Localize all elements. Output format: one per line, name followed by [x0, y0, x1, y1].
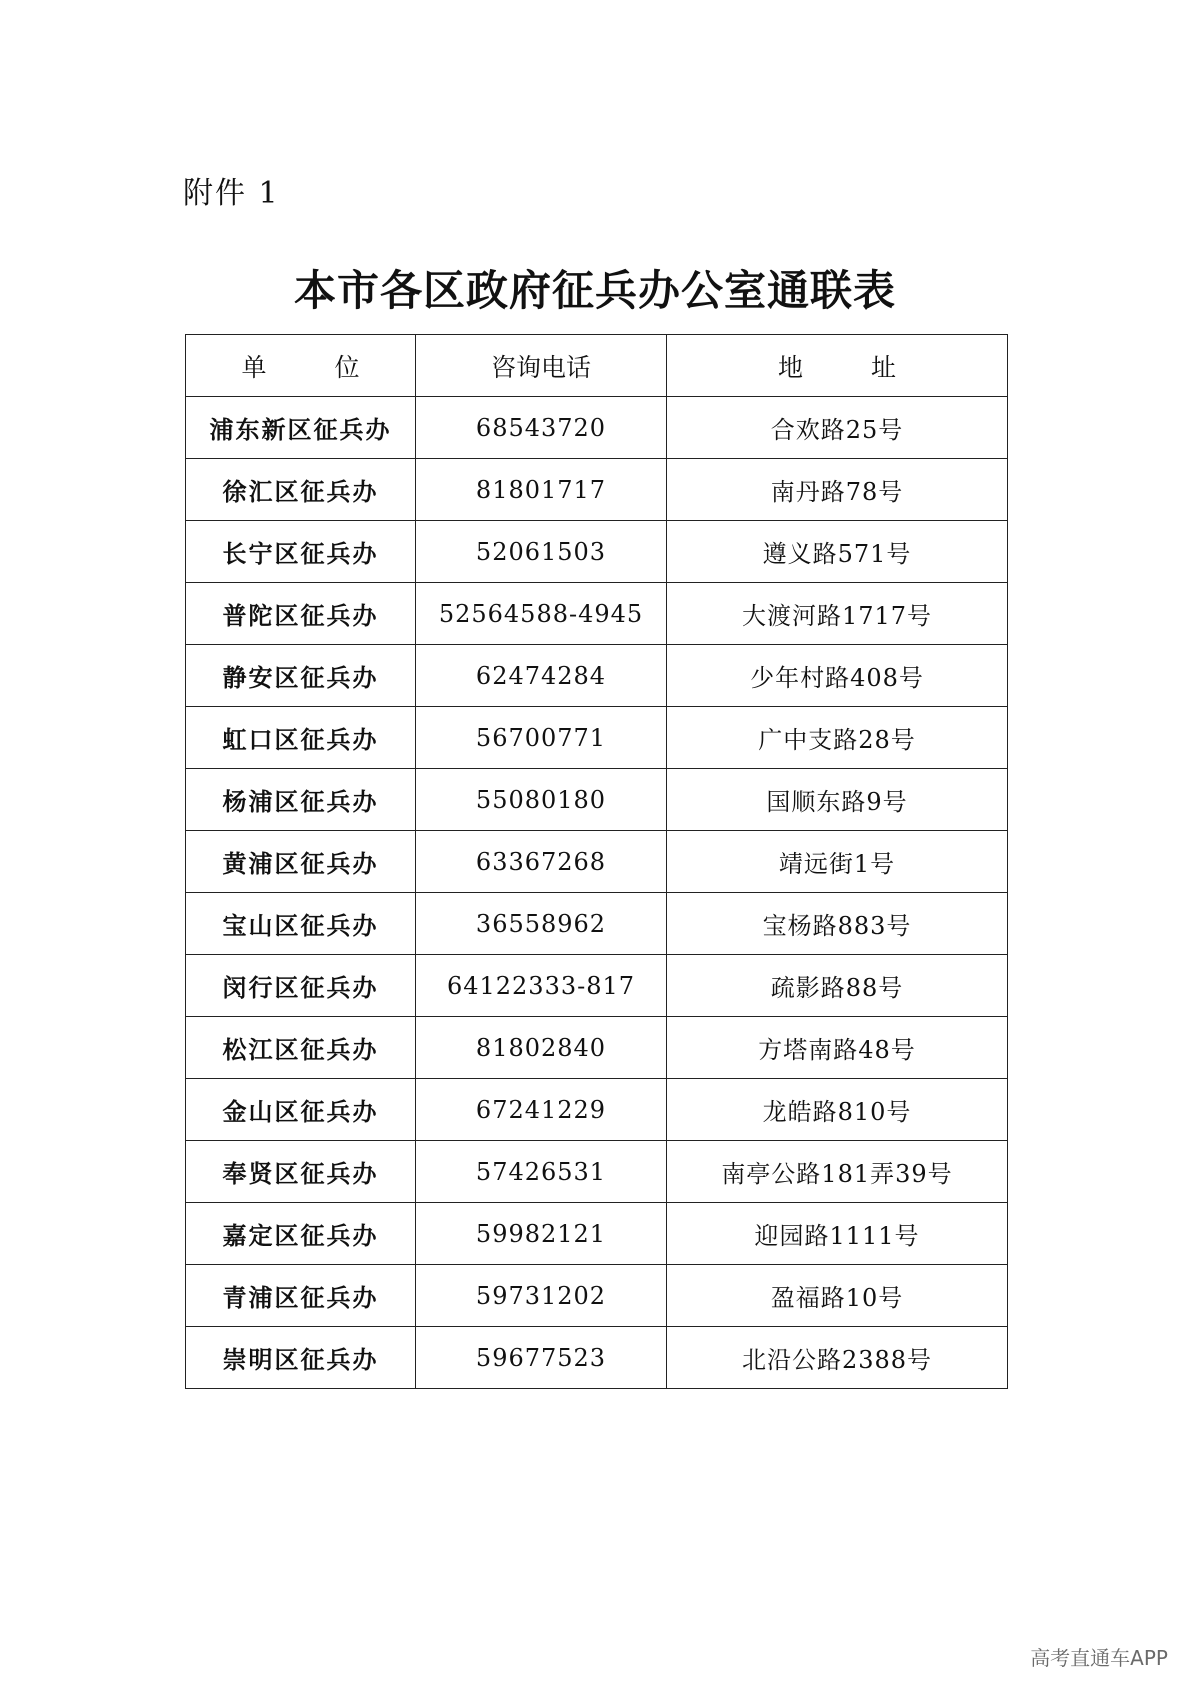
address-cell: 靖远街1号: [667, 831, 1008, 893]
unit-cell: 奉贤区征兵办: [186, 1141, 416, 1203]
unit-cell: 宝山区征兵办: [186, 893, 416, 955]
table-row: [186, 955, 1008, 1017]
header-address: 地 址: [667, 335, 1008, 397]
unit-cell: 杨浦区征兵办: [186, 769, 416, 831]
unit-cell: 嘉定区征兵办: [186, 1203, 416, 1265]
header-phone: 咨询电话: [416, 335, 667, 397]
table-row: [186, 1079, 1008, 1141]
phone-cell: 59677523: [416, 1327, 667, 1389]
unit-cell: 金山区征兵办: [186, 1079, 416, 1141]
address-cell: 南亭公路181弄39号: [667, 1141, 1008, 1203]
table-row: [186, 1265, 1008, 1327]
phone-cell: 68543720: [416, 397, 667, 459]
unit-cell: 松江区征兵办: [186, 1017, 416, 1079]
phone-cell: 55080180: [416, 769, 667, 831]
attachment-label: 附件 1: [183, 176, 280, 211]
watermark: 高考直通车APP: [1030, 1646, 1168, 1670]
document-title: 本市各区政府征兵办公室通联表: [293, 266, 896, 315]
address-cell: 南丹路78号: [667, 459, 1008, 521]
phone-cell: 67241229: [416, 1079, 667, 1141]
unit-cell: 普陀区征兵办: [186, 583, 416, 645]
table-row: [186, 583, 1008, 645]
table-row: [186, 769, 1008, 831]
unit-cell: 长宁区征兵办: [186, 521, 416, 583]
table-row: [186, 831, 1008, 893]
unit-cell: 静安区征兵办: [186, 645, 416, 707]
address-cell: 盈福路10号: [667, 1265, 1008, 1327]
phone-cell: 59731202: [416, 1265, 667, 1327]
header-unit: 单 位: [186, 335, 416, 397]
table-row: [186, 893, 1008, 955]
unit-cell: 青浦区征兵办: [186, 1265, 416, 1327]
table-row: [186, 1141, 1008, 1203]
address-cell: 龙皓路810号: [667, 1079, 1008, 1141]
phone-cell: 81802840: [416, 1017, 667, 1079]
address-cell: 国顺东路9号: [667, 769, 1008, 831]
address-cell: 方塔南路48号: [667, 1017, 1008, 1079]
address-cell: 疏影路88号: [667, 955, 1008, 1017]
contacts-table: [185, 334, 1008, 1389]
unit-cell: 崇明区征兵办: [186, 1327, 416, 1389]
table-row: [186, 1327, 1008, 1389]
unit-cell: 黄浦区征兵办: [186, 831, 416, 893]
phone-cell: 62474284: [416, 645, 667, 707]
table-row: [186, 521, 1008, 583]
table-row: [186, 1203, 1008, 1265]
address-cell: 合欢路25号: [667, 397, 1008, 459]
phone-cell: 64122333-817: [416, 955, 667, 1017]
address-cell: 大渡河路1717号: [667, 583, 1008, 645]
address-cell: 少年村路408号: [667, 645, 1008, 707]
address-cell: 北沿公路2388号: [667, 1327, 1008, 1389]
address-cell: 遵义路571号: [667, 521, 1008, 583]
address-cell: 迎园路1111号: [667, 1203, 1008, 1265]
table-header-row: [186, 335, 1008, 397]
phone-cell: 52564588-4945: [416, 583, 667, 645]
unit-cell: 徐汇区征兵办: [186, 459, 416, 521]
unit-cell: 浦东新区征兵办: [186, 397, 416, 459]
address-cell: 广中支路28号: [667, 707, 1008, 769]
phone-cell: 36558962: [416, 893, 667, 955]
phone-cell: 59982121: [416, 1203, 667, 1265]
table-row: [186, 707, 1008, 769]
table-row: [186, 1017, 1008, 1079]
phone-cell: 52061503: [416, 521, 667, 583]
phone-cell: 57426531: [416, 1141, 667, 1203]
table-body: [186, 397, 1008, 1389]
phone-cell: 56700771: [416, 707, 667, 769]
table-row: [186, 645, 1008, 707]
phone-cell: 63367268: [416, 831, 667, 893]
address-cell: 宝杨路883号: [667, 893, 1008, 955]
unit-cell: 虹口区征兵办: [186, 707, 416, 769]
table-row: [186, 459, 1008, 521]
table-row: [186, 397, 1008, 459]
phone-cell: 81801717: [416, 459, 667, 521]
unit-cell: 闵行区征兵办: [186, 955, 416, 1017]
